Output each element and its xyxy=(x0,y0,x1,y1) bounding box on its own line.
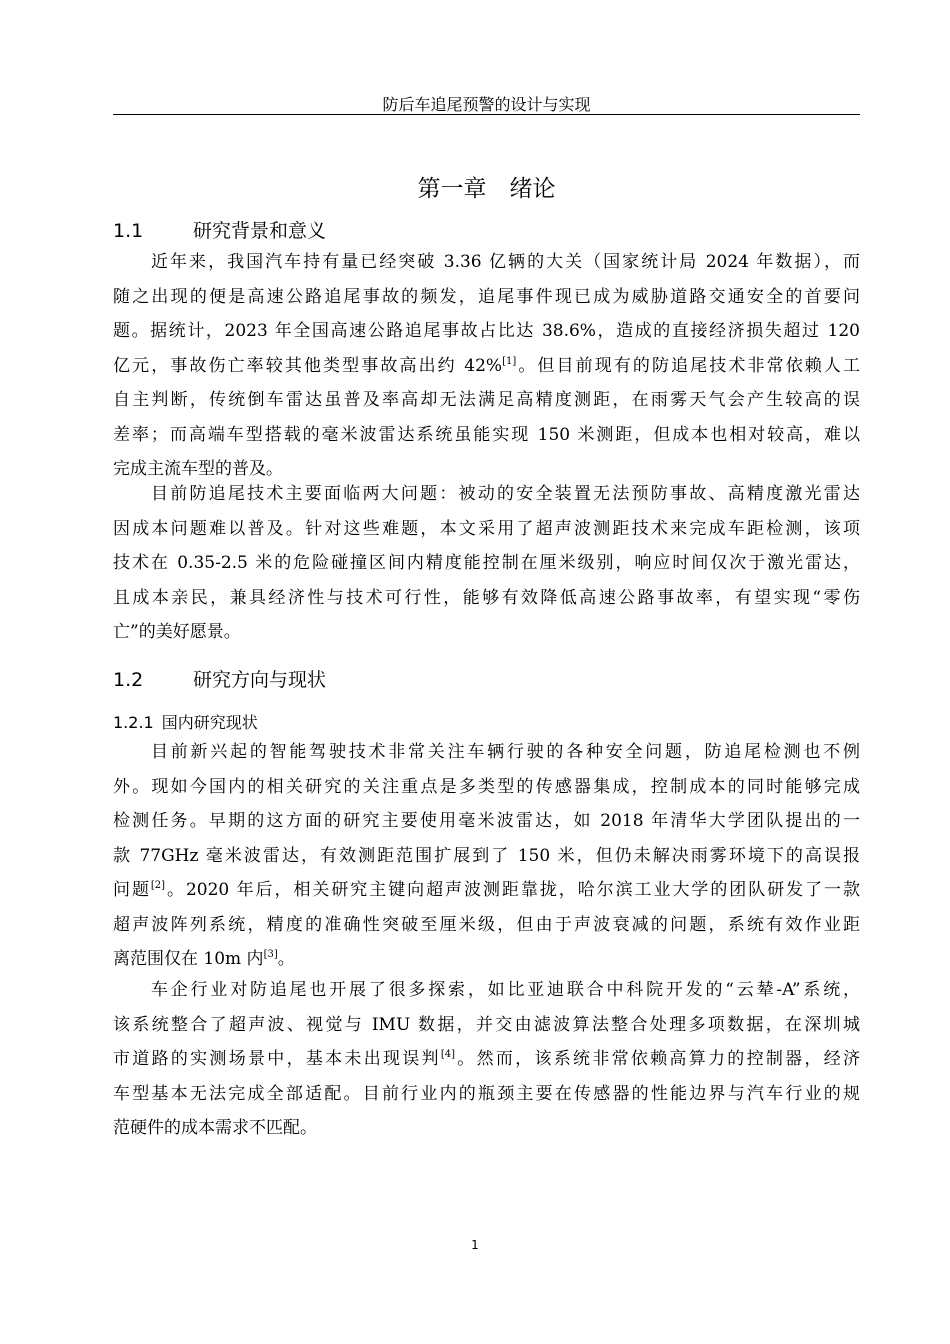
chapter-title: 第一章 绪论 xyxy=(417,176,556,202)
text-run: 目前防追尾技术主要面临两大问题：被动的安全装置无法预防事故、高精度激光雷达 xyxy=(151,484,860,504)
text-run: 题。据统计，2023 年全国高速公路追尾事故占比达 38.6%，造成的直接经济损失超过 120 xyxy=(113,321,860,341)
text-run: 因成本问题难以普及。针对这些难题，本文采用了超声波测距技术来完成车距检测，该项 xyxy=(113,518,860,539)
section-number: 1.2 xyxy=(113,669,144,691)
text-run: 亡”的美好愿景。 xyxy=(113,622,241,642)
text-run: 差率；而高端车型搭载的毫米波雷达系统虽能实现 150 米测距，但成本也相对较高，难以 xyxy=(113,424,860,445)
running-header: 防后车追尾预警的设计与实现 xyxy=(382,95,591,114)
citation-ref: [1] xyxy=(502,355,517,367)
section-heading-1-2 xyxy=(113,665,326,692)
citation-ref: [3] xyxy=(263,949,278,960)
text-line xyxy=(113,1077,860,1112)
text-run: 目前新兴起的智能驾驶技术非常关注车辆行驶的各种安全问题，防追尾检测也不例 xyxy=(151,742,860,762)
text-line xyxy=(113,512,860,547)
subsection-heading-1-2-1 xyxy=(113,710,258,733)
text-run: 且成本亲民，兼具经济性与技术可行性，能够有效降低高速公路事故率，有望实现“零伤 xyxy=(113,587,860,608)
citation-ref: [4] xyxy=(440,1049,456,1060)
text-line xyxy=(113,873,860,908)
text-line xyxy=(113,581,860,616)
text-run: 超声波阵列系统，精度的准确性突破至厘米级，但由于声波衰减的问题，系统有效作业距 xyxy=(113,914,860,935)
paragraph xyxy=(113,477,860,650)
text-run: 范硬件的成本需求不匹配。 xyxy=(113,1118,317,1138)
text-line xyxy=(113,245,860,280)
section-title: 国内研究现状 xyxy=(161,713,258,732)
text-run: 完成主流车型的普及。 xyxy=(113,459,283,479)
paragraph xyxy=(113,245,860,487)
text-run: 随之出现的便是高速公路追尾事故的频发，追尾事件现已成为威胁道路交通安全的首要问 xyxy=(113,286,860,307)
text-line xyxy=(113,546,860,581)
text-line xyxy=(113,314,860,349)
page-number: 1 xyxy=(471,1238,479,1252)
text-line xyxy=(113,477,860,512)
text-run: 技术在 0.35-2.5 米的危险碰撞区间内精度能控制在厘米级别，响应时间仅次于激光雷达， xyxy=(113,553,860,573)
section-heading-1-1 xyxy=(113,216,326,243)
text-line xyxy=(113,615,860,650)
text-run: 车型基本无法完成全部适配。目前行业内的瓶颈主要在传感器的性能边界与汽车行业的规 xyxy=(113,1083,860,1104)
text-run: 问题 xyxy=(113,880,151,900)
paragraph xyxy=(113,735,860,977)
text-run: 外。现如今国内的相关研究的关注重点是多类型的传感器集成，控制成本的同时能够完成 xyxy=(113,776,860,797)
text-run: 离范围仅在 10m 内 xyxy=(113,949,264,969)
text-run: 。2020 年后，相关研究主键向超声波测距靠拢，哈尔滨工业大学的团队研发了一款 xyxy=(165,880,860,900)
text-run: 。 xyxy=(277,949,295,969)
text-run: 该系统整合了超声波、视觉与 IMU 数据，并交由滤波算法整合处理多项数据，在深圳城 xyxy=(113,1014,860,1035)
text-line xyxy=(113,1042,860,1077)
text-run: 自主判断，传统倒车雷达虽普及率高却无法满足高精度测距，在雨雾天气会产生较高的误 xyxy=(113,390,860,410)
section-number: 1.2.1 xyxy=(113,713,154,732)
text-line xyxy=(113,418,860,453)
text-line xyxy=(113,770,860,805)
text-run: 款 77GHz 毫米波雷达，有效测距范围扩展到了 150 米，但仍未解决雨雾环境下的高误报 xyxy=(113,845,860,866)
section-title: 研究方向与现状 xyxy=(193,669,327,691)
section-title: 研究背景和意义 xyxy=(193,220,327,242)
text-run: 市道路的实测场景中，基本未出现误判 xyxy=(113,1049,441,1069)
header-rule xyxy=(113,114,860,115)
citation-ref: [2] xyxy=(150,880,166,891)
text-line xyxy=(113,280,860,315)
text-line xyxy=(113,1008,860,1043)
text-run: 亿元，事故伤亡率较其他类型事故高出约 42% xyxy=(113,355,503,376)
text-line xyxy=(113,839,860,874)
text-run: 车企行业对防追尾也开展了很多探索，如比亚迪联合中科院开发的“云辇-A”系统， xyxy=(151,980,860,1000)
text-line xyxy=(113,383,860,418)
text-line xyxy=(113,349,860,384)
text-run: 。但目前现有的防追尾技术非常依赖人工 xyxy=(516,355,860,376)
text-run: 。然而，该系统非常依赖高算力的控制器，经济 xyxy=(455,1049,860,1069)
text-line xyxy=(113,1111,860,1146)
text-line xyxy=(113,735,860,770)
text-run: 检测任务。早期的这方面的研究主要使用毫米波雷达，如 2018 年清华大学团队提出的一 xyxy=(113,811,860,831)
text-line xyxy=(113,973,860,1008)
text-line xyxy=(113,942,860,977)
text-line xyxy=(113,804,860,839)
text-line xyxy=(113,908,860,943)
text-run: 近年来，我国汽车持有量已经突破 3.36 亿辆的大关（国家统计局 2024 年数据），而 xyxy=(151,252,860,272)
paragraph xyxy=(113,973,860,1146)
section-number: 1.1 xyxy=(113,220,144,242)
